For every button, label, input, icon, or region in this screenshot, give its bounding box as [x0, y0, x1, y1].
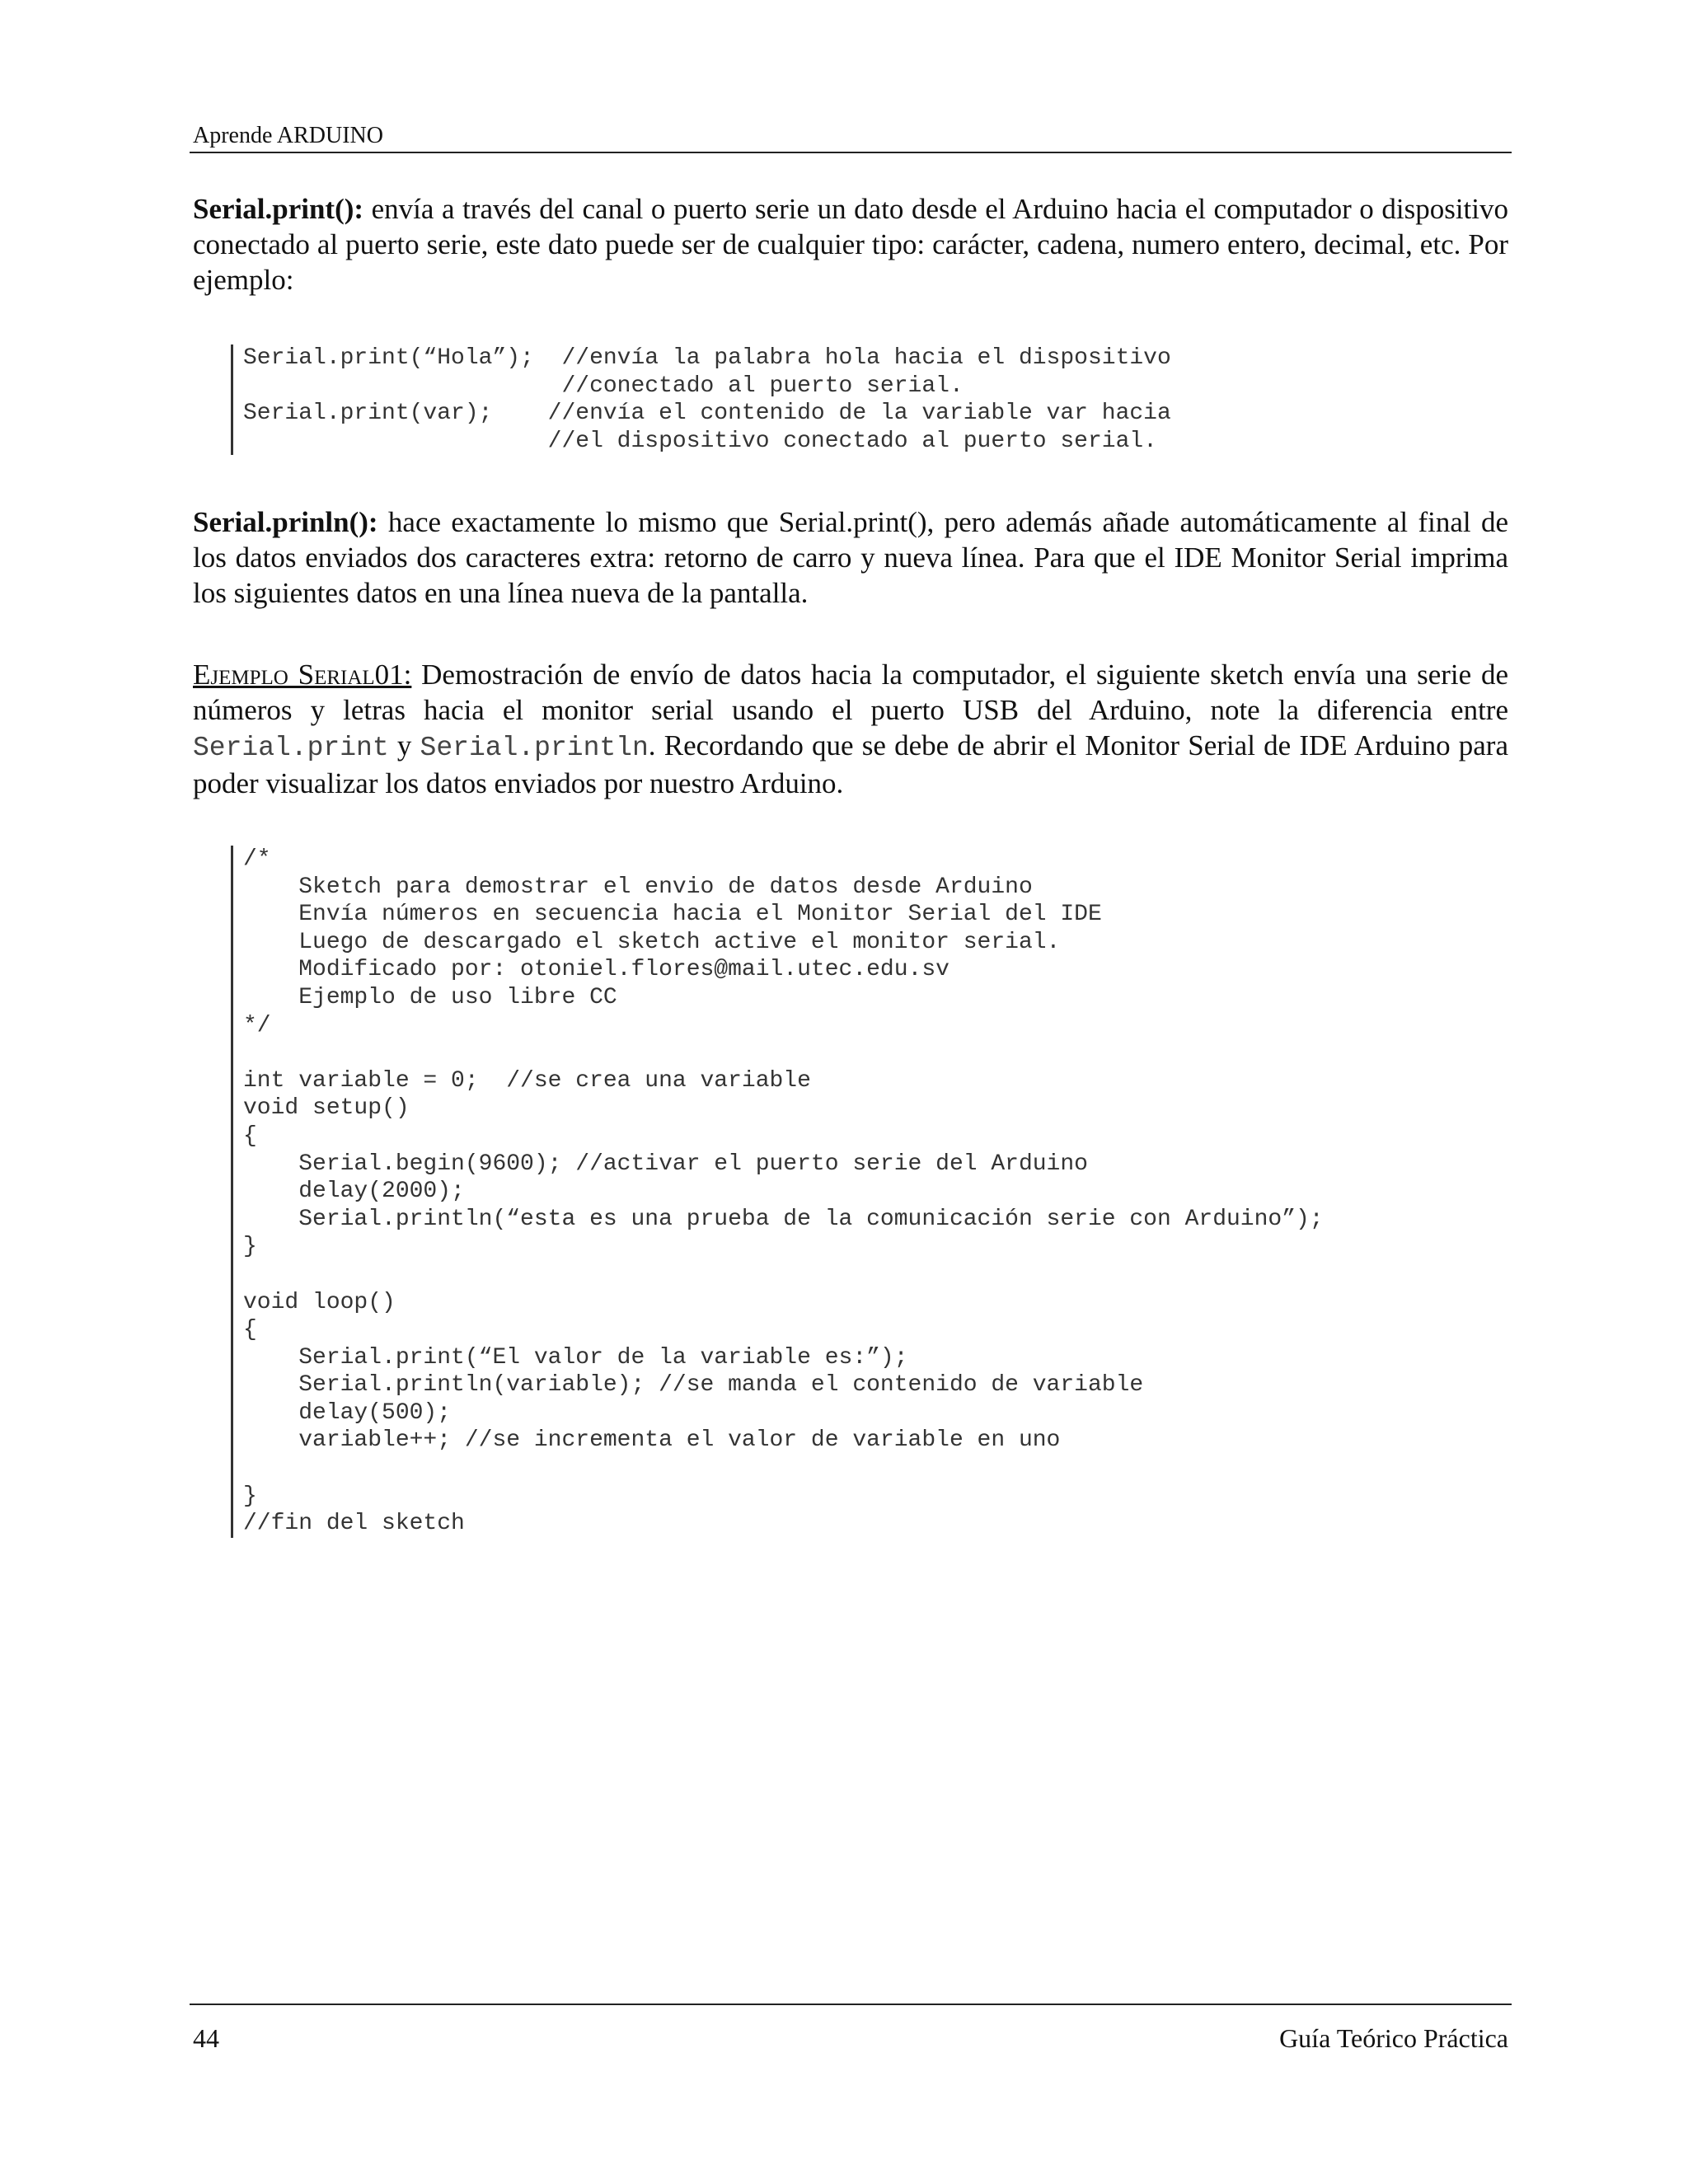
code-line: }	[243, 1234, 257, 1260]
code-line: delay(2000);	[243, 1179, 465, 1205]
code-line: Luego de descargado el sketch active el monitor serial.	[243, 929, 1061, 955]
serial-print-description: envía a través del canal o puerto serie un dato desde el Arduino hacia el computador o dispositivo conectado al puerto serie, este dato puede ser de cualquier tipo: carácter, cadena, numero entero, decimal, etc. Por ejemplo:	[193, 193, 1508, 296]
code-line: variable++; //se incrementa el valor de variable en uno	[243, 1427, 1061, 1454]
serial-println-term: Serial.prinln():	[193, 506, 378, 538]
serial-println-paragraph	[193, 504, 1508, 611]
example-text-a: Demostración de envío de datos hacia la computador, el siguiente sketch envía una serie de números y letras hacia el monitor serial usando el puerto USB del Arduino, note la diferencia entre	[193, 658, 1508, 726]
code-line: }	[243, 1483, 257, 1509]
code-line: Sketch para demostrar el envio de datos desde Arduino	[243, 874, 1033, 900]
example-code-println: Serial.println	[420, 733, 649, 763]
code-line: */	[243, 1012, 271, 1038]
code-line: Serial.begin(9600); //activar el puerto serie del Arduino	[243, 1151, 1088, 1177]
code-sketch-serial01	[231, 846, 1324, 1538]
page-number: 44	[193, 2023, 219, 2053]
serial-print-term: Serial.print():	[193, 193, 364, 225]
code-line: delay(500);	[243, 1399, 452, 1426]
header-divider	[190, 152, 1512, 153]
code-line	[243, 1039, 1324, 1067]
example-text-b: y	[388, 729, 420, 762]
example-code-print: Serial.print	[193, 733, 389, 763]
example-label: Ejemplo Serial01:	[193, 658, 412, 691]
example-text-c: . Recordando que se debe de abrir el Monitor Serial de IDE Arduino para poder visualizar los datos enviados por nuestro Arduino.	[193, 729, 1509, 799]
code-line: int variable = 0; //se crea una variable	[243, 1067, 811, 1094]
code-line: Serial.println(variable); //se manda el contenido de variable	[243, 1372, 1144, 1399]
code-line: Modificado por: otoniel.flores@mail.utec.edu.sv	[243, 957, 950, 983]
code-line: Serial.print(“Hola”); //envía la palabra hola hacia el dispositivo	[243, 345, 1171, 371]
code-line: //conectado al puerto serial.	[243, 373, 964, 399]
code-line: Serial.print(“El valor de la variable es:”);	[243, 1344, 908, 1371]
footer-divider	[190, 2004, 1512, 2005]
code-line: Serial.println(“esta es una prueba de la comunicación serie con Arduino”);	[243, 1206, 1324, 1232]
code-line: {	[243, 1317, 257, 1343]
code-line: //el dispositivo conectado al puerto serial.	[243, 428, 1157, 454]
code-line	[243, 1455, 1324, 1483]
footer-title: Guía Teórico Práctica	[1279, 2023, 1508, 2053]
code-line	[243, 1261, 1324, 1289]
serial-println-description: hace exactamente lo mismo que Serial.print(), pero además añade automáticamente al final de los datos enviados dos caracteres extra: retorno de carro y nueva línea. Para que el IDE Monitor Serial imprima los siguientes datos en una línea nueva de la pantalla.	[193, 506, 1508, 609]
code-example-print	[231, 344, 1171, 455]
code-line: //fin del sketch	[243, 1511, 465, 1537]
code-line: void loop()	[243, 1289, 396, 1315]
serial-print-paragraph	[193, 191, 1508, 298]
code-line: void setup()	[243, 1095, 410, 1122]
code-line: {	[243, 1122, 257, 1149]
code-line: Envía números en secuencia hacia el Monitor Serial del IDE	[243, 902, 1102, 928]
code-line: /*	[243, 846, 271, 872]
example-paragraph	[193, 657, 1508, 801]
header-title: Aprende ARDUINO	[193, 123, 383, 148]
code-line: Serial.print(var); //envía el contenido de la variable var hacia	[243, 401, 1171, 427]
code-line: Ejemplo de uso libre CC	[243, 984, 617, 1010]
